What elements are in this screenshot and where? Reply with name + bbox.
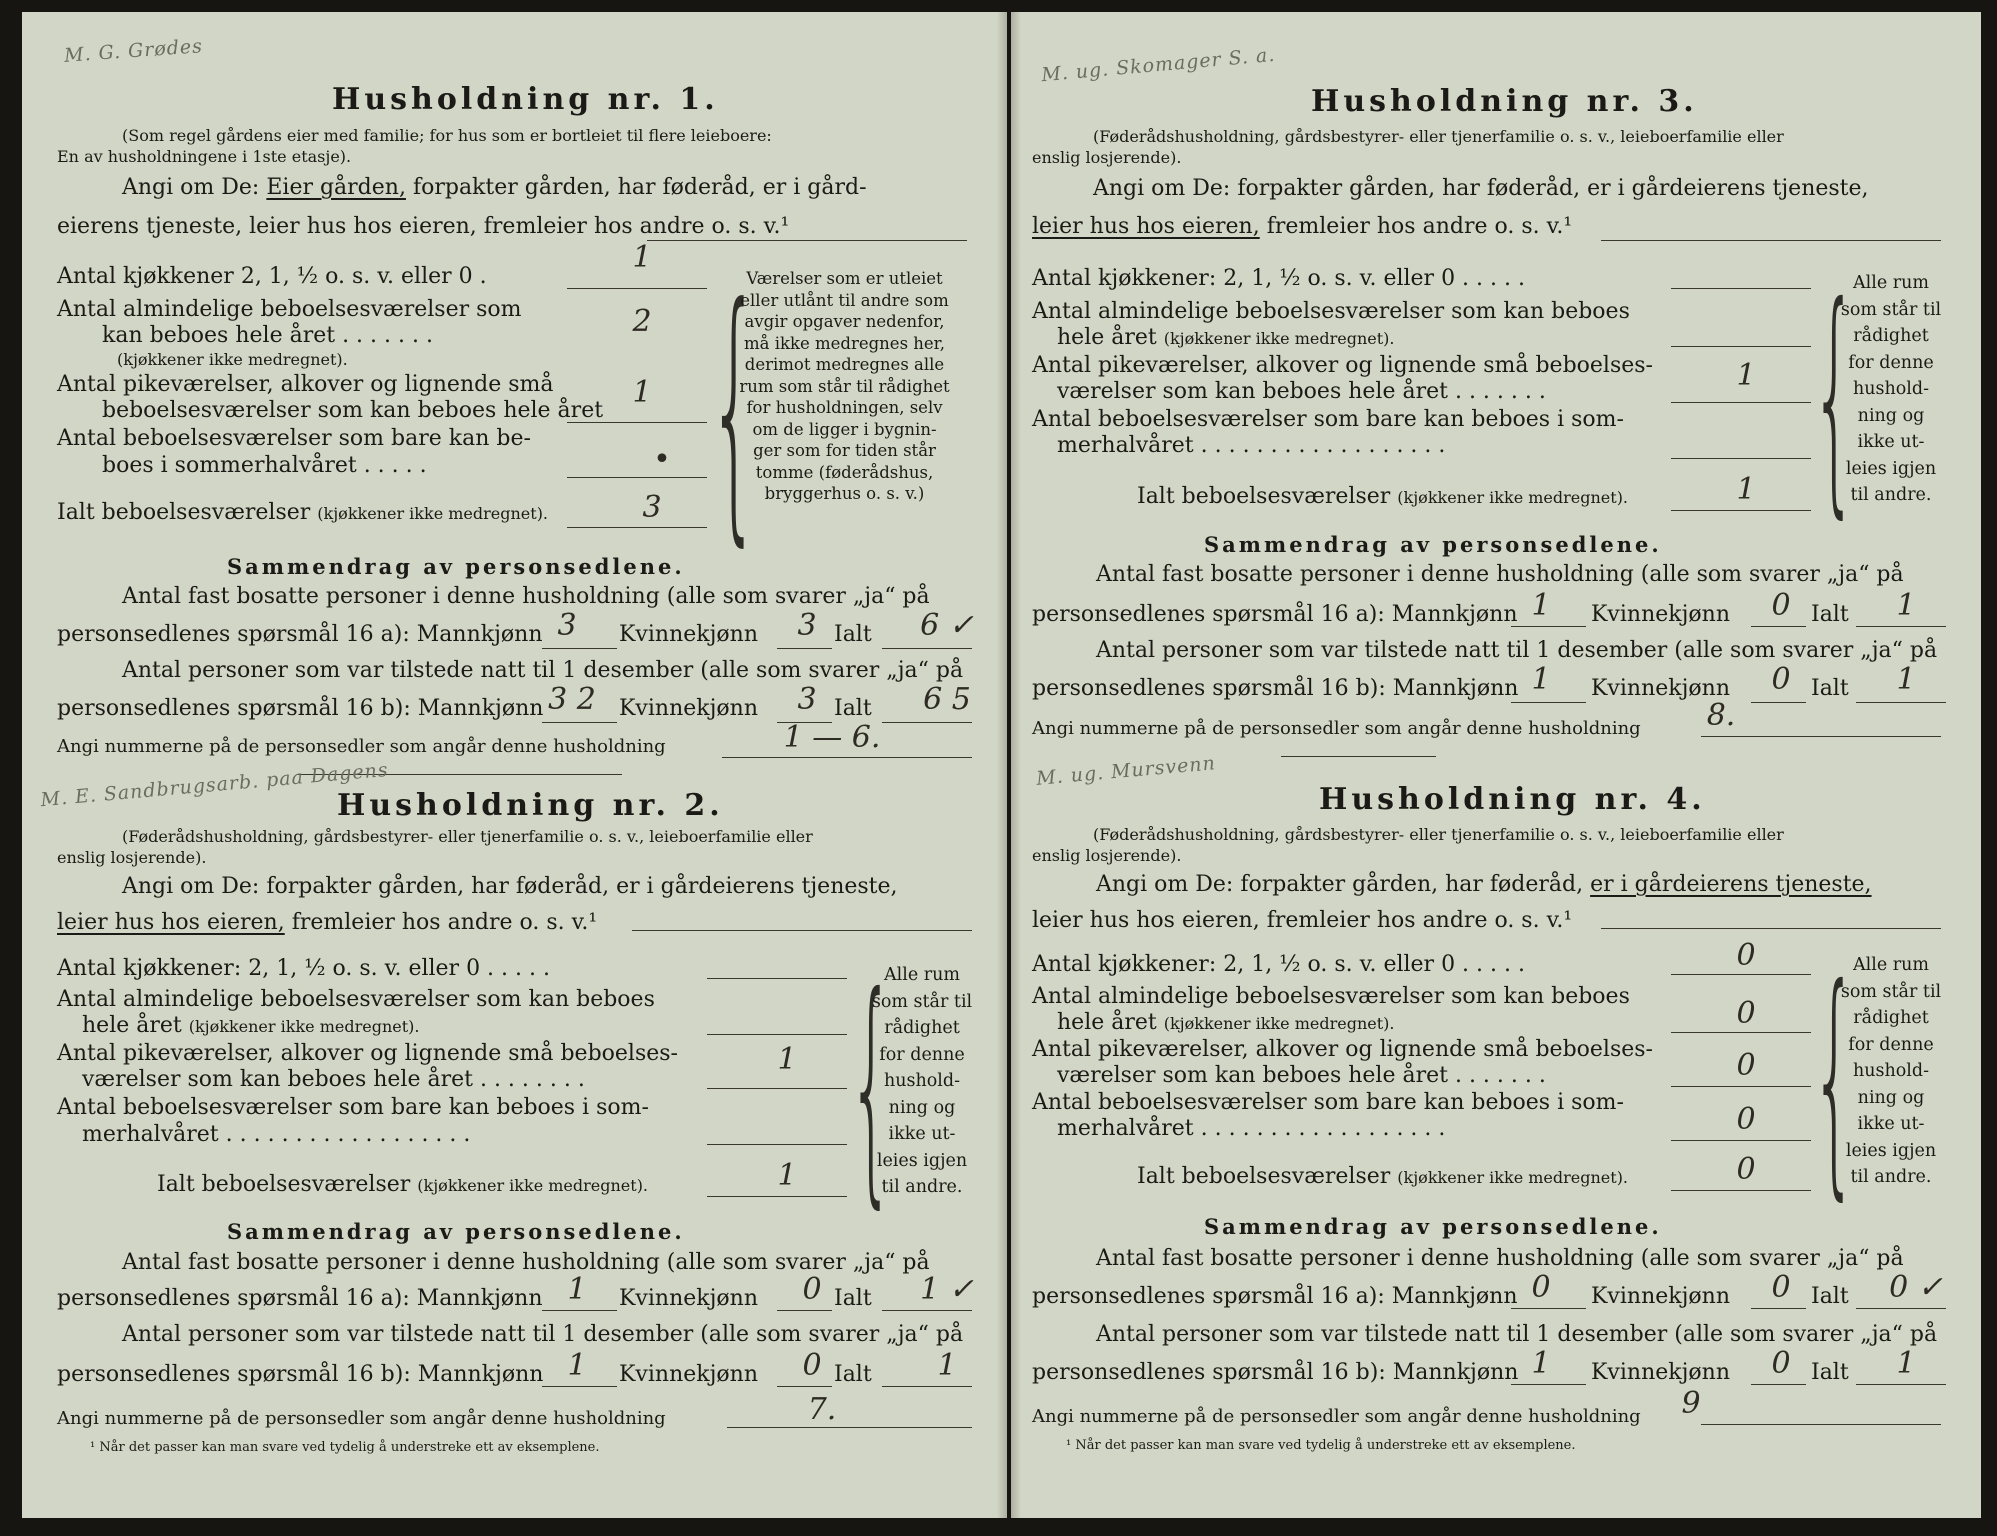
h2-angi-selected: leier hus hos eieren, [57,910,285,935]
h1-s2-ialt-label: Ialt [834,696,872,721]
h4-s2-kvinne-label: Kvinnekjønn [1591,1360,1730,1385]
h4-s1-line1: Antal fast bosatte personer i denne husholdning (alle som svarer „ja“ på [1096,1246,1904,1271]
page-right [1011,12,1981,1518]
h4-row-total-label: Ialt beboelsesværelser [1137,1164,1391,1189]
h2-val-maids: 1 [777,1042,797,1077]
h2-side-note-line: Alle rum [884,965,960,985]
h3-s2-kvinne-label: Kvinnekjønn [1591,676,1730,701]
h1-side-note-line: Værelser som er utleiet [746,269,943,288]
h1-intro-1: (Som regel gårdens eier med familie; for hus som er bortleiet til flere leieboere: [122,126,772,145]
h1-row-total [57,500,548,525]
h3-row-rooms-2 [1057,325,1394,350]
h4-s1-kvinne-label: Kvinnekjønn [1591,1284,1730,1309]
h3-angi-1: Angi om De: forpakter gården, har føderåd, er i gårdeierens tjeneste, [1093,176,1869,201]
h1-s2-ialt: 6 5 [923,682,971,717]
h1-angi-1 [122,175,867,200]
h1-side-note-line: eller utlånt til andre som [740,290,949,310]
h3-numbers-line: Angi nummerne på de personsedler som angår denne husholdning [1032,718,1641,739]
h4-side-note-line: ikke ut- [1857,1114,1925,1134]
h1-s1-kvinne: 3 [797,608,817,643]
h2-numbers-line: Angi nummerne på de personsedler som angår denne husholdning [57,1408,666,1429]
h4-angi-2: leier hus hos eieren, fremleier hos andre o. s. v.¹ [1032,908,1573,933]
h3-row-summer-2: merhalvåret . . . . . . . . . . . . . . . . . . [1057,433,1446,458]
h1-s1-line1: Antal fast bosatte personer i denne husholdning (alle som svarer „ja“ på [122,584,930,609]
h3-side-note-line: leies igjen [1845,458,1937,479]
h3-row-total [1137,484,1628,509]
h2-s2-kvinne: 0 [802,1348,822,1383]
h3-s2-mann: 1 [1531,662,1551,697]
h1-val-maids: 1 [632,375,652,410]
h4-val-kitchens: 0 [1736,938,1756,973]
h2-s2-ialt-label: Ialt [834,1362,872,1387]
h1-angi-label: Angi om De: [122,175,260,200]
h4-angi-1 [1096,872,1872,897]
h1-row-maids-2: beboelsesværelser som kan beboes hele året [102,398,604,423]
h1-row-maids: Antal pikeværelser, alkover og lignende små [57,372,554,397]
pencil-note-h1: M. G. Grødes [63,35,204,67]
h3-s1-line2: personsedlenes spørsmål 16 a): Mannkjønn [1032,602,1518,627]
h4-row-summer: Antal beboelsesværelser som bare kan beboes i som- [1032,1090,1624,1115]
h4-s1-kvinne: 0 [1771,1270,1791,1305]
h4-intro-1: (Føderådshusholdning, gårdsbestyrer- eller tjenerfamilie o. s. v., leieboerfamilie eller [1093,825,1784,844]
h4-numbers-line: Angi nummerne på de personsedler som angår denne husholdning [1032,1406,1641,1427]
pencil-note-h4: M. ug. Mursvenn [1035,752,1217,790]
h2-s1-line2: personsedlenes spørsmål 16 a): Mannkjønn [57,1286,543,1311]
h2-side-note-line: til andre. [881,1177,963,1197]
h2-intro-2: enslig losjerende). [57,848,207,867]
h1-val-total: 3 [642,490,662,525]
h4-row-rooms-sub: (kjøkkener ikke medregnet). [1163,1014,1395,1033]
h1-angi-options: forpakter gården, har føderåd, er i gård- [412,175,867,200]
h4-s1-ialt-label: Ialt [1811,1284,1849,1309]
h4-intro-2: enslig losjerende). [1032,846,1182,865]
h3-s2-line1: Antal personer som var tilstede natt til 1 desember (alle som svarer „ja“ på [1096,638,1938,663]
h2-brace: { [848,944,895,1229]
h4-val-rooms: 0 [1736,996,1756,1031]
h3-side-note-line: som står til [1840,299,1942,320]
h1-val-summer: • [653,442,671,477]
h4-s1-line2: personsedlenes spørsmål 16 a): Mannkjønn [1032,1284,1518,1309]
h4-numbers-value: 9 [1681,1386,1701,1421]
h1-s1-ialt-label: Ialt [834,622,872,647]
h3-s1-ialt: 1 [1896,588,1916,623]
h1-side-note-line: må ikke medregnes her, [743,333,945,353]
h2-angi-rest: fremleier hos andre o. s. v.¹ [291,910,598,935]
h1-side-note-line: tomme (føderådshus, [755,462,934,482]
h3-s1-kvinne-label: Kvinnekjønn [1591,602,1730,627]
h3-s1-mann: 1 [1531,588,1551,623]
h1-angi-2: eierens tjeneste, leier hus hos eieren, fremleier hos andre o. s. v.¹ [57,214,790,239]
h2-s2-line2: personsedlenes spørsmål 16 b): Mannkjønn [57,1362,544,1387]
h3-s1-ialt-label: Ialt [1811,602,1849,627]
h3-intro-2: enslig losjerende). [1032,148,1182,167]
h4-s2-line2: personsedlenes spørsmål 16 b): Mannkjønn [1032,1360,1519,1385]
h3-side-note-line: ikke ut- [1857,432,1925,452]
h3-row-rooms: Antal almindelige beboelsesværelser som kan beboes [1032,299,1630,324]
h4-s2-ialt: 1 [1896,1346,1916,1381]
h4-val-summer: 0 [1736,1102,1756,1137]
h1-row-summer: Antal beboelsesværelser som bare kan be- [57,426,531,451]
h3-side-note-line: for denne [1848,352,1934,373]
h4-row-total [1137,1164,1628,1189]
h3-val-maids: 1 [1736,358,1756,393]
h2-row-rooms-2 [82,1013,419,1038]
h1-side-note [727,268,962,505]
h2-numbers-value: 7. [807,1392,837,1427]
h1-s2-kvinne: 3 [797,682,817,717]
h4-s2-kvinne: 0 [1771,1346,1791,1381]
h4-row-maids-2: værelser som kan beboes hele året . . . . . . . [1057,1063,1546,1088]
h4-row-total-sub: (kjøkkener ikke medregnet). [1397,1168,1629,1187]
h2-s2-ialt: 1 [937,1348,957,1383]
h4-s2-mann: 1 [1531,1346,1551,1381]
h4-side-note-line: hushold- [1852,1061,1930,1081]
h3-angi-rest: fremleier hos andre o. s. v.¹ [1266,214,1573,239]
h3-side-note-line: til andre. [1850,485,1932,505]
h3-row-total-label: Ialt beboelsesværelser [1137,484,1391,509]
pencil-note-h3: M. ug. Skomager S. a. [1040,43,1277,87]
h2-side-note-line: hushold- [883,1071,961,1091]
h1-side-note-line: ger som for tiden står [753,441,936,460]
h1-side-note-line: rum som står til rådighet [739,376,950,396]
h1-s1-ialt: 6 ✓ [920,608,974,643]
household-1-title: Husholdning nr. 1. [332,82,719,117]
h3-s2-ialt-label: Ialt [1811,676,1849,701]
h2-side-note-line: ning og [888,1097,956,1118]
h3-row-rooms-text: hele året [1057,325,1157,350]
h1-numbers-line: Angi nummerne på de personsedler som angår denne husholdning [57,736,666,757]
pencil-note-h2: M. E. Sandbrugsarb. paa Dagens [39,758,390,812]
h3-intro-1: (Føderådshusholdning, gårdsbestyrer- eller tjenerfamilie o. s. v., leieboerfamilie eller [1093,127,1784,146]
h2-row-maids: Antal pikeværelser, alkover og lignende små beboelses- [57,1041,678,1066]
h2-side-note-line: for denne [879,1044,965,1065]
h1-s1-mann: 3 [557,608,577,643]
h1-val-kitchens: 1 [632,240,652,275]
left-footnote: ¹ Når det passer kan man svare ved tydelig å understreke ett av eksemplene. [90,1440,600,1455]
h4-side-note-line: som står til [1840,981,1942,1002]
h1-row-rooms: Antal almindelige beboelsesværelser som [57,297,522,322]
h4-s2-line1: Antal personer som var tilstede natt til 1 desember (alle som svarer „ja“ på [1096,1322,1938,1347]
h1-side-note-line: bryggerhus o. s. v.) [764,484,925,503]
h4-row-rooms: Antal almindelige beboelsesværelser som kan beboes [1032,984,1630,1009]
h4-row-summer-2: merhalvåret . . . . . . . . . . . . . . . . . . [1057,1116,1446,1141]
page-left [22,12,1007,1518]
h4-summary-title: Sammendrag av personsedlene. [1204,1214,1662,1239]
h2-row-maids-2: værelser som kan beboes hele året . . . . . . . . [82,1067,585,1092]
h4-angi-selected: er i gårdeierens tjeneste, [1590,872,1872,897]
h4-angi-options: Angi om De: forpakter gården, har føderåd, [1096,872,1584,897]
h1-row-rooms-2: kan beboes hele året . . . . . . . [102,323,433,348]
h3-side-note-line: ning og [1857,405,1925,426]
h4-side-note-line: Alle rum [1853,955,1929,975]
h4-side-note-line: leies igjen [1845,1140,1937,1161]
h3-row-kitchens: Antal kjøkkener: 2, 1, ½ o. s. v. eller 0 . . . . . [1032,266,1525,291]
household-3-title: Husholdning nr. 3. [1311,84,1698,119]
h3-brace: { [1811,254,1858,539]
h4-row-rooms-text: hele året [1057,1010,1157,1035]
h1-intro-2: En av husholdningene i 1ste etasje). [57,147,352,166]
h1-s2-line2: personsedlenes spørsmål 16 b): Mannkjønn [57,696,544,721]
h3-row-maids: Antal pikeværelser, alkover og lignende små beboelses- [1032,353,1653,378]
h3-numbers-value: 8. [1706,698,1736,733]
h2-row-kitchens: Antal kjøkkener: 2, 1, ½ o. s. v. eller 0 . . . . . [57,956,550,981]
h4-val-total: 0 [1736,1152,1756,1187]
household-2-title: Husholdning nr. 2. [337,788,724,823]
h2-row-summer-2: merhalvåret . . . . . . . . . . . . . . . . . . [82,1122,471,1147]
h4-side-note-line: ning og [1857,1087,1925,1108]
h3-row-total-sub: (kjøkkener ikke medregnet). [1397,488,1629,507]
h1-side-note-line: avgir opgaver nedenfor, [744,312,945,331]
h3-angi-selected: leier hus hos eieren, [1032,214,1260,239]
h2-s2-kvinne-label: Kvinnekjønn [619,1362,758,1387]
right-footnote: ¹ Når det passer kan man svare ved tydelig å understreke ett av eksemplene. [1066,1438,1576,1453]
h1-row-kitchens: Antal kjøkkener 2, 1, ½ o. s. v. eller 0 . [57,264,487,289]
h2-side-note-line: rådighet [884,1018,960,1038]
h1-row-rooms-3: (kjøkkener ikke medregnet). [117,350,348,369]
h2-row-summer: Antal beboelsesværelser som bare kan beboes i som- [57,1095,649,1120]
h1-row-total-sub: (kjøkkener ikke medregnet). [317,504,549,523]
h1-row-summer-2: boes i sommerhalvåret . . . . . [102,453,427,478]
h1-val-rooms: 2 [632,304,652,339]
h2-s2-mann: 1 [567,1348,587,1383]
h1-side-note-line: om de ligger i bygnin- [752,419,937,439]
h3-side-note-line: Alle rum [1853,273,1929,293]
h2-row-rooms-sub: (kjøkkener ikke medregnet). [188,1017,420,1036]
h1-s1-kvinne-label: Kvinnekjønn [619,622,758,647]
h2-s1-mann: 1 [567,1272,587,1307]
h1-side-note-line: derimot medregnes alle [744,355,945,374]
h3-side-note-line: hushold- [1852,379,1930,399]
h2-val-total: 1 [777,1158,797,1193]
h2-s1-ialt: 1 ✓ [920,1272,974,1307]
h2-s1-kvinne-label: Kvinnekjønn [619,1286,758,1311]
h3-row-rooms-sub: (kjøkkener ikke medregnet). [1163,329,1395,348]
h3-s2-ialt: 1 [1896,662,1916,697]
h1-s2-line1: Antal personer som var tilstede natt til 1 desember (alle som svarer „ja“ på [122,658,964,683]
h3-summary-title: Sammendrag av personsedlene. [1204,532,1662,557]
h4-side-note-line: rådighet [1853,1008,1929,1028]
h2-s1-line1: Antal fast bosatte personer i denne husholdning (alle som svarer „ja“ på [122,1250,930,1275]
h2-side-note-line: ikke ut- [888,1124,956,1144]
h2-side-note [862,962,982,1201]
h3-angi-2 [1032,214,1572,239]
h2-row-rooms-text: hele året [82,1013,182,1038]
h3-val-total: 1 [1736,472,1756,507]
h2-row-total [157,1172,648,1197]
h2-row-total-sub: (kjøkkener ikke medregnet). [417,1176,649,1195]
h4-row-kitchens: Antal kjøkkener: 2, 1, ½ o. s. v. eller 0 . . . . . [1032,952,1525,977]
h2-s1-kvinne: 0 [802,1272,822,1307]
h2-side-note-line: som står til [871,991,973,1012]
h2-side-note-line: leies igjen [876,1150,968,1171]
h3-row-maids-2: værelser som kan beboes hele året . . . . . . . [1057,379,1546,404]
h3-side-note [1826,270,1956,509]
h1-s1-line2: personsedlenes spørsmål 16 a): Mannkjønn [57,622,543,647]
h2-s1-ialt-label: Ialt [834,1286,872,1311]
h4-row-maids: Antal pikeværelser, alkover og lignende små beboelses- [1032,1037,1653,1062]
h1-row-total-label: Ialt beboelsesværelser [57,500,311,525]
h1-s2-mann: 3 2 [548,682,596,717]
h1-numbers-value: 1 — 6. [783,720,881,755]
h3-s1-kvinne: 0 [1771,588,1791,623]
h2-row-total-label: Ialt beboelsesværelser [157,1172,411,1197]
h3-s1-line1: Antal fast bosatte personer i denne husholdning (alle som svarer „ja“ på [1096,562,1904,587]
h1-summary-title: Sammendrag av personsedlene. [227,554,685,579]
h3-side-note-line: rådighet [1853,326,1929,346]
h3-s2-line2: personsedlenes spørsmål 16 b): Mannkjønn [1032,676,1519,701]
h4-val-maids: 0 [1736,1048,1756,1083]
h2-intro-1: (Føderådshusholdning, gårdsbestyrer- eller tjenerfamilie o. s. v., leieboerfamilie eller [122,827,813,846]
h4-s1-ialt: 0 ✓ [1889,1270,1943,1305]
h4-brace: { [1811,936,1858,1221]
h4-s1-mann: 0 [1531,1270,1551,1305]
h3-s2-kvinne: 0 [1771,662,1791,697]
h1-angi-selected: Eier gården, [266,175,406,200]
h2-summary-title: Sammendrag av personsedlene. [227,1219,685,1244]
h4-side-note-line: for denne [1848,1034,1934,1055]
h1-brace: { [708,249,761,569]
h1-side-note-line: for husholdningen, selv [746,398,943,417]
h3-row-summer: Antal beboelsesværelser som bare kan beboes i som- [1032,407,1624,432]
h4-side-note-line: til andre. [1850,1167,1932,1187]
h1-s2-kvinne-label: Kvinnekjønn [619,696,758,721]
h2-angi-1: Angi om De: forpakter gården, har føderåd, er i gårdeierens tjeneste, [122,874,898,899]
h4-row-rooms-2 [1057,1010,1394,1035]
h2-row-rooms: Antal almindelige beboelsesværelser som kan beboes [57,987,655,1012]
h4-side-note [1826,952,1956,1191]
h4-s2-ialt-label: Ialt [1811,1360,1849,1385]
h2-s2-line1: Antal personer som var tilstede natt til 1 desember (alle som svarer „ja“ på [122,1322,964,1347]
household-4-title: Husholdning nr. 4. [1319,782,1706,817]
h2-angi-2 [57,910,597,935]
